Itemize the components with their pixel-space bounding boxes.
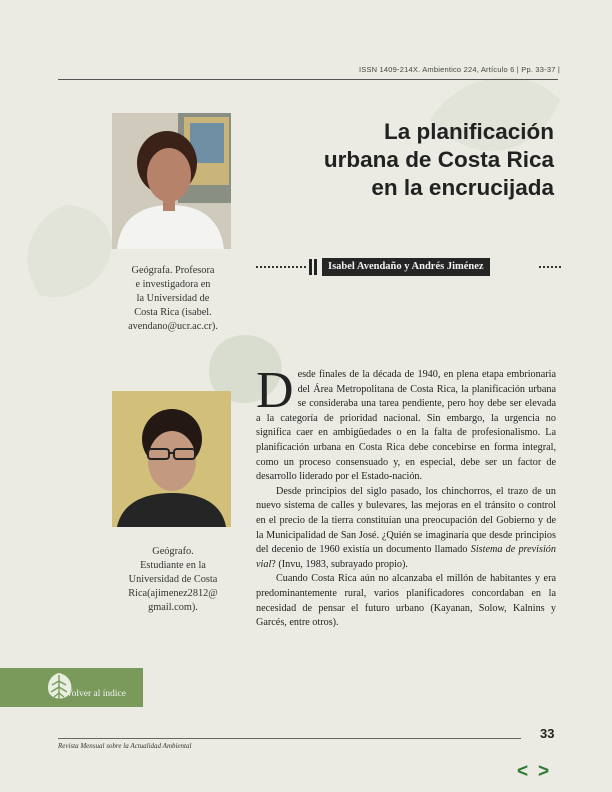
previous-page-arrow[interactable]: < xyxy=(517,761,529,782)
caption-line: e investigadora en xyxy=(135,279,211,290)
drop-cap: D xyxy=(256,362,294,419)
caption-line: Costa Rica (isabel. xyxy=(134,307,212,318)
caption-line: Geógrafo. xyxy=(152,546,194,557)
article-title xyxy=(264,118,554,202)
back-to-index-label: Volver al índice xyxy=(66,689,126,699)
background-leaf-decoration xyxy=(10,200,120,310)
document-title-italic: Sistema de previsión vial xyxy=(256,544,556,570)
byline-bars-decoration xyxy=(309,259,317,275)
title-line: La planificación xyxy=(383,119,554,144)
page-number: 33 xyxy=(540,726,555,741)
author-caption-andres xyxy=(108,545,238,615)
next-page-arrow[interactable]: > xyxy=(538,761,550,782)
dotted-rule-left xyxy=(256,266,306,270)
paragraph-1-text: esde finales de la década de 1940, en plena etapa embrionaria del Área Metropolitana de Costa Rica, la planificación urbana se consideraba una tarea pendiente, pero hoy debe ser elevada a la categoría de prioridad nacional. Sin embargo, la urgencia no significa caer en ambigüedades o en la falta de profesionalismo. La planificación urbana en Costa Rica debe concebirse en forma integral, como un proceso consensuado y, en especial, debe ser un factor de desarrollo liderado por el Estado-nación. xyxy=(256,369,556,483)
title-line: en la encrucijada xyxy=(371,175,554,200)
caption-line: avendano@ucr.ac.cr). xyxy=(128,321,218,332)
author-byline xyxy=(256,258,561,276)
caption-line: Geógrafa. Profesora xyxy=(131,265,215,276)
caption-line: Rica(ajimenez2812@ xyxy=(128,588,218,599)
issn-citation: ISSN 1409-214X. Ambientico 224, Artículo 6 | Pp. 33-37 | xyxy=(358,65,560,74)
caption-line: Estudiante en la xyxy=(140,560,206,571)
journal-tagline: Revista Mensual sobre la Actualidad Ambiental xyxy=(58,742,192,750)
caption-line: gmail.com). xyxy=(148,602,198,613)
footer-rule xyxy=(58,738,521,739)
dotted-rule-right xyxy=(539,266,561,270)
paragraph-2-text: Desde principios del siglo pasado, los chinchorros, el trazo de un nuevo sistema de calles y bulevares, las mejoras en el tránsito o control en el precio de la tierra constituían una preocupación del Gobierno y de la Municipalidad de San José. ¿Quién se imaginaría que desde principios del decenio de 1960 existía un documento llamado xyxy=(256,485,556,556)
back-to-index-button[interactable] xyxy=(0,668,143,707)
paragraph-2-citation: ? (Invu, 1983, subrayado propio). xyxy=(271,558,408,570)
author-caption-isabel xyxy=(108,264,238,334)
author-photo-isabel xyxy=(112,113,231,249)
caption-line: la Universidad de xyxy=(136,293,210,304)
paragraph-3: Cuando Costa Rica aún no alcanzaba el millón de habitantes y era predominantemente rural, varios planificadores concordaban en la necesidad de pensar el futuro urbano (Kayanan, Solow, Kalnins y Garcés, entre otros). xyxy=(256,573,556,629)
paragraph-2 xyxy=(256,485,556,573)
authors-label: Isabel Avendaño y Andrés Jiménez xyxy=(322,258,490,276)
article-body xyxy=(256,362,556,631)
caption-line: Universidad de Costa xyxy=(128,574,218,585)
header-rule xyxy=(58,79,558,80)
title-line: urbana de Costa Rica xyxy=(323,147,554,172)
paragraph-1 xyxy=(256,362,556,485)
author-photo-andres xyxy=(112,391,231,527)
